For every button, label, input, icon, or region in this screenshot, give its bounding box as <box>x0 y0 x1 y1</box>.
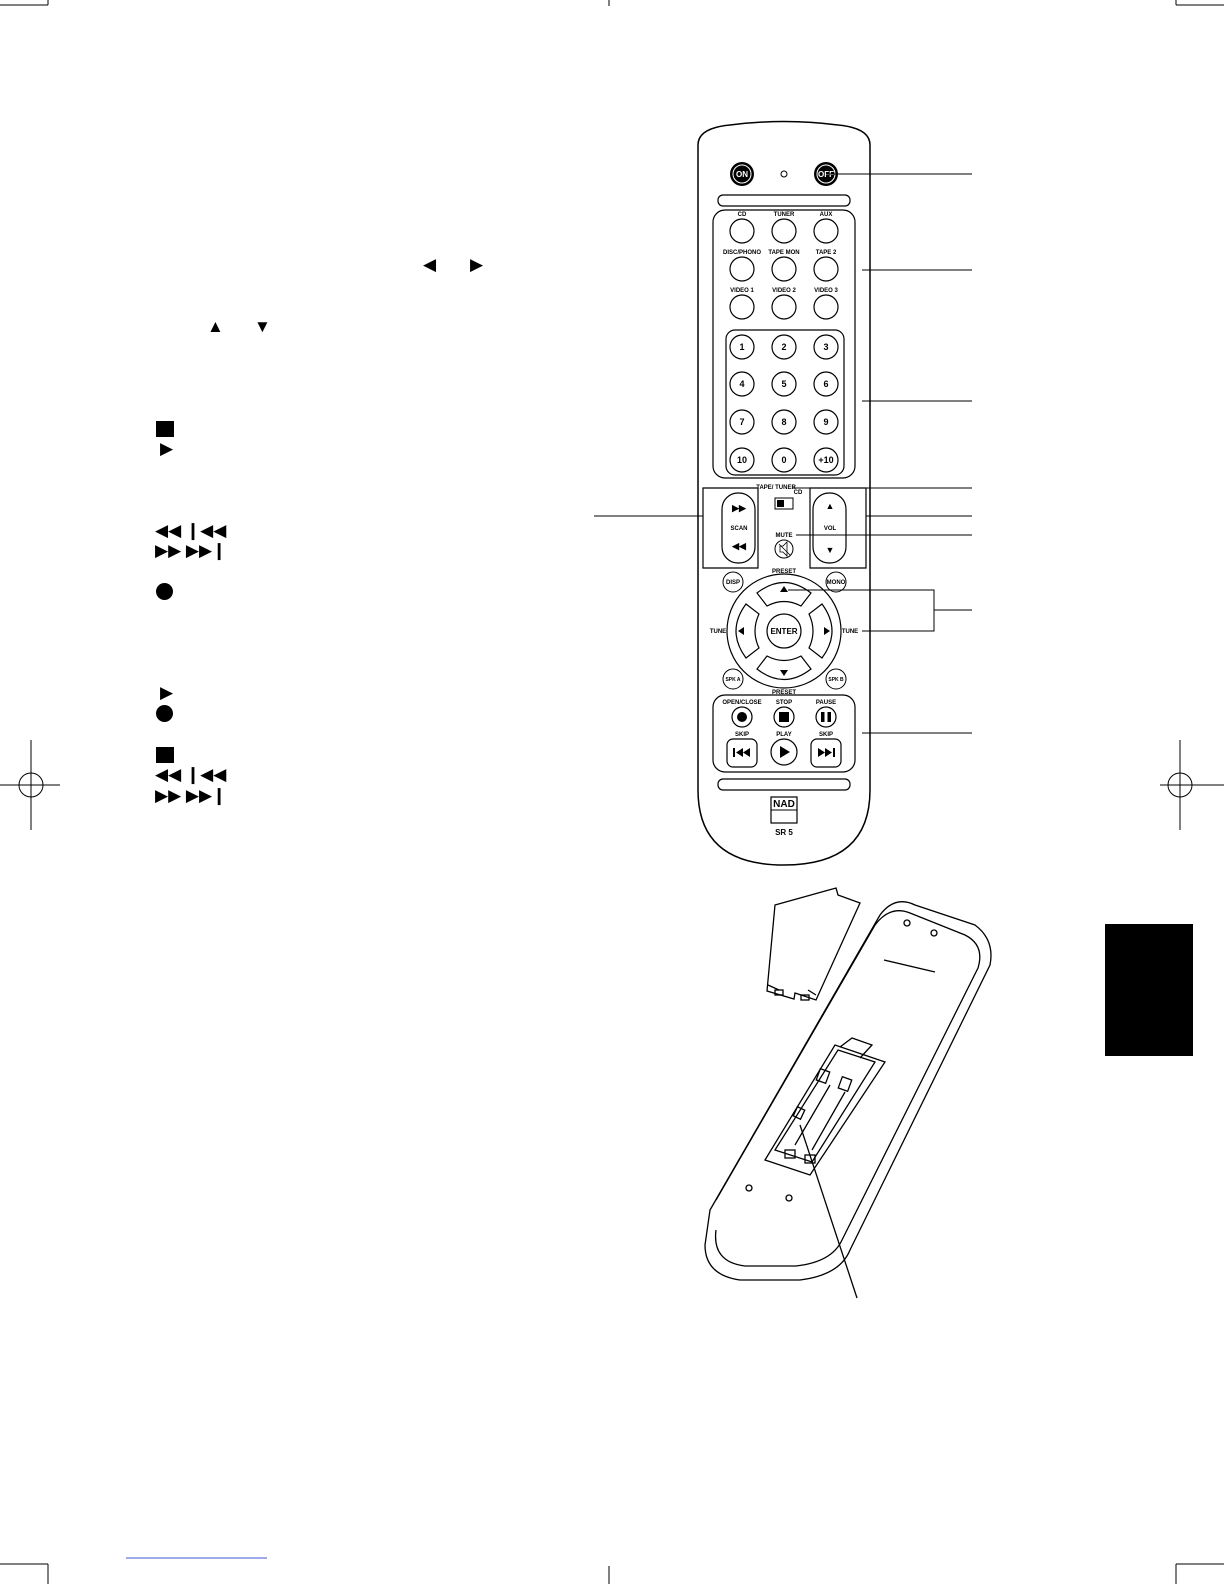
number-buttons <box>730 335 838 472</box>
source-button-label: VIDEO 3 <box>814 288 838 294</box>
pause-icon <box>821 712 825 722</box>
source-buttons <box>723 212 839 319</box>
mute-icon <box>779 542 790 556</box>
power-indicator <box>781 171 787 177</box>
vol-label: VOL <box>823 526 837 532</box>
power-on-label: ON <box>736 170 748 179</box>
spk-b-label: SPK B <box>828 677 844 683</box>
tune-right-arrow-symbol: ▶ <box>470 255 484 274</box>
source-button <box>730 295 754 319</box>
tune-left-icon <box>738 627 744 635</box>
source-button <box>772 257 796 281</box>
switch-right-label: CD <box>793 490 803 496</box>
play-icon <box>780 746 790 758</box>
source-button-label: DISC/PHONO <box>722 250 762 256</box>
vol-panel <box>810 488 866 568</box>
mute-label: MUTE <box>775 533 793 539</box>
callout-lines <box>594 174 972 733</box>
open-close-label: OPEN/CLOSE <box>722 700 762 706</box>
source-button <box>814 219 838 243</box>
number-button-label: 10 <box>736 455 748 465</box>
source-button-label: AUX <box>819 212 833 218</box>
number-button-label: 7 <box>739 417 745 427</box>
tune-right-icon <box>824 627 830 635</box>
skip-back-icon <box>733 748 750 757</box>
tune-right-label: TUNE <box>841 629 859 635</box>
preset-bottom-label: PRESET <box>771 690 797 696</box>
model-label: SR 5 <box>775 828 793 837</box>
source-button <box>814 295 838 319</box>
forward-skip-forward-symbol: ▶▶ ▶▶❙ <box>155 541 227 560</box>
preset-down-arrow-symbol: ▼ <box>254 317 271 336</box>
bottom-strip <box>718 779 850 790</box>
skip-back-label: SKIP <box>734 732 750 738</box>
stop-label: STOP <box>775 700 793 706</box>
scan-label: SCAN <box>730 526 748 532</box>
play-symbol: ▶ <box>160 439 174 458</box>
remote-back-illustration <box>705 888 991 1298</box>
number-button-label: 3 <box>823 342 829 352</box>
source-button-label: TUNER <box>773 212 795 218</box>
open-close-icon <box>737 712 747 722</box>
preset-down-icon <box>780 670 788 676</box>
rewind-skip-back-symbol: ◀◀ ❙◀◀ <box>155 521 227 540</box>
preset-top-label: PRESET <box>771 569 797 575</box>
top-strip <box>718 195 850 206</box>
number-button-label: 8 <box>781 417 787 427</box>
rewind-skip-back-symbol: ◀◀ ❙◀◀ <box>155 765 227 784</box>
number-button-label: 1 <box>739 342 745 352</box>
number-button-label: 6 <box>823 379 829 389</box>
spk-a-label: SPK A <box>725 677 741 683</box>
source-button-label: TAPE 2 <box>815 250 837 256</box>
switch-left-label: TAPE/ TUNER <box>756 485 796 491</box>
pause-button <box>816 707 836 727</box>
number-button-label: 9 <box>823 417 829 427</box>
skip-forward-icon <box>818 748 835 757</box>
vol-down-symbol: ▼ <box>825 545 835 555</box>
tune-left-label: TUNE <box>709 629 727 635</box>
source-button-label: VIDEO 2 <box>772 288 796 294</box>
preset-up-icon <box>780 586 788 592</box>
number-button-label: 4 <box>739 379 745 389</box>
vol-up-symbol: ▲ <box>825 501 835 511</box>
tune-left-arrow-symbol: ◀ <box>423 255 437 274</box>
number-button-label: 2 <box>781 342 787 352</box>
scan-up-symbol: ▶▶ <box>732 503 746 513</box>
scan-down-symbol: ◀◀ <box>732 541 746 551</box>
play-symbol: ▶ <box>160 683 174 702</box>
source-button-label: VIDEO 1 <box>730 288 754 294</box>
preset-up-arrow-symbol: ▲ <box>207 317 224 336</box>
power-off-label: OFF <box>818 170 834 179</box>
pause-label: PAUSE <box>815 700 837 706</box>
source-button-label: CD <box>737 212 747 218</box>
stop-icon <box>779 712 789 722</box>
play-label: PLAY <box>776 732 792 738</box>
mono-label: MONO <box>826 580 846 586</box>
number-button-label: 0 <box>781 455 787 465</box>
skip-forward-label: SKIP <box>818 732 834 738</box>
source-button <box>814 257 838 281</box>
source-button-label: TAPE MON <box>768 250 800 256</box>
source-button <box>772 219 796 243</box>
disp-label: DISP <box>725 580 741 586</box>
number-button-label: 5 <box>781 379 787 389</box>
source-button <box>730 219 754 243</box>
source-button <box>730 257 754 281</box>
forward-skip-forward-symbol: ▶▶ ▶▶❙ <box>155 786 227 805</box>
source-button <box>772 295 796 319</box>
enter-label: ENTER <box>770 627 798 636</box>
nad-logo: NAD <box>773 799 795 810</box>
number-button-label: +10 <box>818 455 834 465</box>
